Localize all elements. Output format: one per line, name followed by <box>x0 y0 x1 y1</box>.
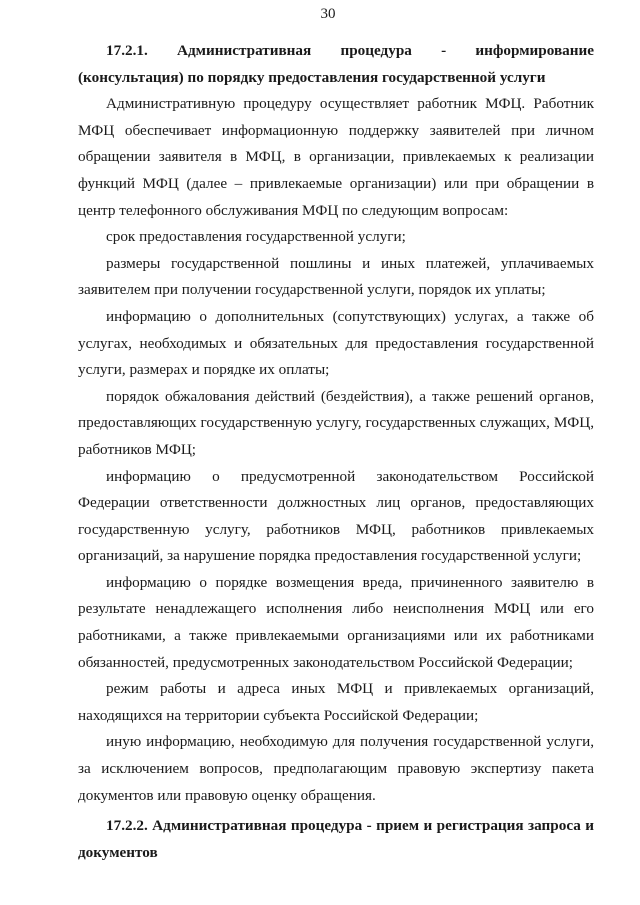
list-item: порядок обжалования действий (бездействия), а также решений органов, предоставляющих государственную услугу, государственных служащих, МФЦ, работников МФЦ; <box>78 387 594 458</box>
list-item: информацию о дополнительных (сопутствующих) услугах, а также об услугах, необходимых и обязательных для предоставления государственной услуги, размерах и порядке их оплаты; <box>78 307 594 379</box>
list-item: информацию о предусмотренной законодательством Российской Федерации ответственности должностных лиц органов, предоставляющих государственную услугу, работников МФЦ, работников привлекаемых организаций, за нарушение порядка предоставления государственной услуги; <box>78 467 594 565</box>
intro-paragraph: Административную процедуру осуществляет работник МФЦ. Работник МФЦ обеспечивает информационную поддержку заявителей при личном обращении заявителя в МФЦ, в организации, привлекаемых к реализации функций МФЦ (далее – привлекаемые организации) или при обращении в центр телефонного обслуживания МФЦ по следующим вопросам: <box>78 95 594 219</box>
page-content <box>78 38 594 866</box>
section-heading-17-2-1: 17.2.1. Административная процедура - информирование (консультация) по порядку предоставления государственной услуги <box>78 42 594 86</box>
list-item: иную информацию, необходимую для получения государственной услуги, за исключением вопросов, предполагающим правовую экспертизу пакета документов или правовую оценку обращения. <box>78 733 594 804</box>
page-number: 30 <box>320 6 336 22</box>
list-item: режим работы и адреса иных МФЦ и привлекаемых организаций, находящихся на территории субъекта Российской Федерации; <box>78 680 594 724</box>
list-item: срок предоставления государственной услуги; <box>106 228 406 246</box>
list-item: информацию о порядке возмещения вреда, причиненного заявителю в результате ненадлежащего исполнения либо неисполнения МФЦ или его работниками, а также привлекаемыми организациями или их работниками обязанностей, предусмотренных законодательством Российской Федерации; <box>78 573 594 671</box>
section-heading-17-2-2: 17.2.2. Административная процедура - прием и регистрация запроса и документов <box>78 817 594 861</box>
list-item: размеры государственной пошлины и иных платежей, уплачиваемых заявителем при получении государственной услуги, порядок их уплаты; <box>78 254 594 299</box>
